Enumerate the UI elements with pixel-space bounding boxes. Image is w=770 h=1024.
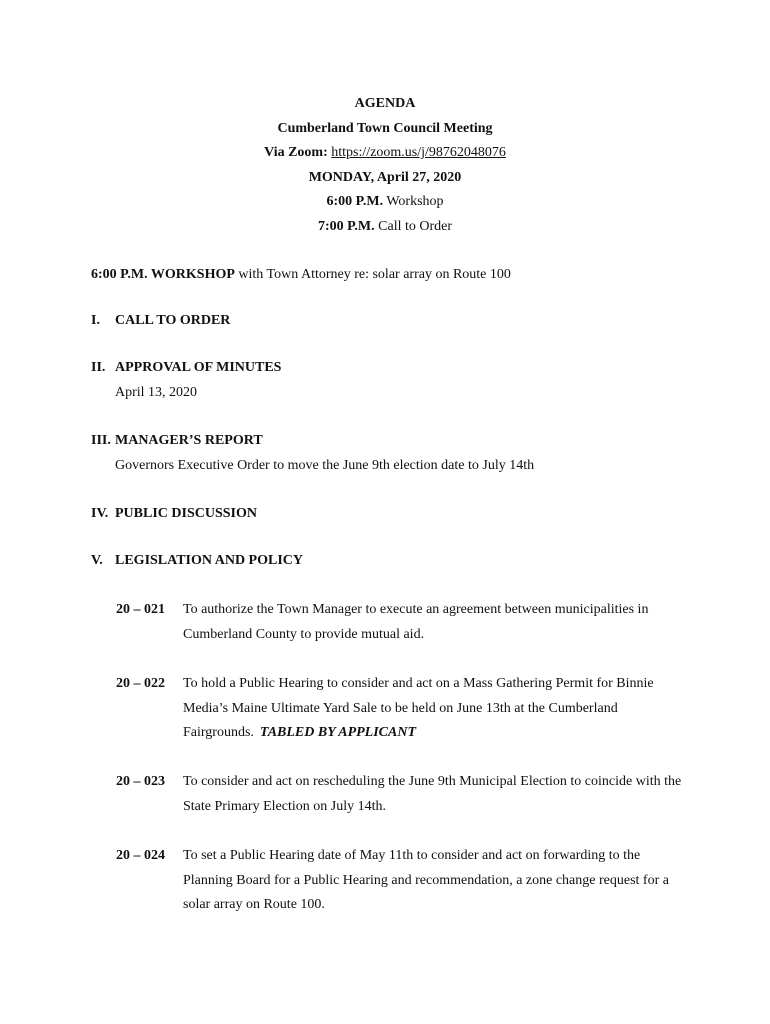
- workshop-time-line: [0, 192, 770, 217]
- item-code: 20 – 021: [116, 602, 165, 617]
- workshop-line: [91, 265, 511, 285]
- section-title: LEGISLATION AND POLICY: [115, 553, 304, 568]
- item-code: 20 – 023: [116, 774, 165, 789]
- section-detail: Governors Executive Order to move the June 9th election date to July 14th: [115, 458, 535, 473]
- agenda-item-20-023: [116, 770, 696, 819]
- section-number: III.: [91, 433, 111, 448]
- section-public-discussion: [91, 504, 257, 524]
- zoom-link[interactable]: https://zoom.us/j/98762048076: [331, 145, 506, 161]
- tabled-note: TABLED BY APPLICANT: [259, 725, 417, 741]
- workshop-heading: 6:00 P.M. WORKSHOP: [91, 267, 235, 282]
- item-description: To consider and act on rescheduling the June 9th Municipal Election to coincide with the State Primary Election on July 14th.: [183, 774, 682, 814]
- item-description: To set a Public Hearing date of May 11th to consider and act on forwarding to the Planning Board for a Public Hearing and recommendation, a zone change request for a solar array on Route 100.: [183, 848, 669, 913]
- meeting-date: MONDAY, April 27, 2020: [308, 169, 462, 185]
- item-description-block: [183, 672, 693, 746]
- workshop-time: 6:00 P.M.: [326, 194, 384, 210]
- call-to-order-time-line: [0, 217, 770, 242]
- section-number: I.: [91, 313, 100, 328]
- zoom-line: [0, 143, 770, 168]
- item-code: 20 – 022: [116, 676, 165, 691]
- agenda-item-20-024: [116, 844, 696, 918]
- section-legislation-and-policy: [91, 551, 303, 571]
- section-detail: April 13, 2020: [115, 385, 198, 400]
- section-title: CALL TO ORDER: [115, 313, 231, 328]
- section-number: II.: [91, 360, 106, 375]
- agenda-item-20-021: [116, 598, 696, 647]
- zoom-label: Via Zoom:: [264, 145, 328, 161]
- section-title: MANAGER’S REPORT: [115, 433, 263, 448]
- section-number: IV.: [91, 506, 109, 521]
- workshop-time-label: Workshop: [386, 194, 444, 210]
- section-call-to-order: [91, 311, 230, 331]
- call-to-order-time: 7:00 P.M.: [317, 218, 375, 234]
- agenda-header: [0, 94, 770, 242]
- workshop-text: with Town Attorney re: solar array on Route 100: [238, 267, 511, 282]
- section-title: APPROVAL OF MINUTES: [115, 360, 282, 375]
- meeting-name: Cumberland Town Council Meeting: [277, 120, 493, 136]
- call-to-order-time-label: Call to Order: [378, 218, 453, 234]
- section-title: PUBLIC DISCUSSION: [115, 506, 257, 521]
- section-approval-of-minutes: [91, 358, 281, 403]
- agenda-item-20-022: [116, 672, 696, 746]
- item-description: To hold a Public Hearing to consider and act on a Mass Gathering Permit for Binnie Media’s Maine Ultimate Yard Sale to be held on June 13th at the Cumberland Fairgrounds.: [183, 676, 654, 741]
- section-number: V.: [91, 553, 103, 568]
- item-description: To authorize the Town Manager to execute an agreement between municipalities in Cumberland County to provide mutual aid.: [183, 602, 649, 642]
- section-managers-report: [91, 431, 534, 476]
- agenda-title: AGENDA: [354, 96, 416, 111]
- item-code: 20 – 024: [116, 848, 165, 863]
